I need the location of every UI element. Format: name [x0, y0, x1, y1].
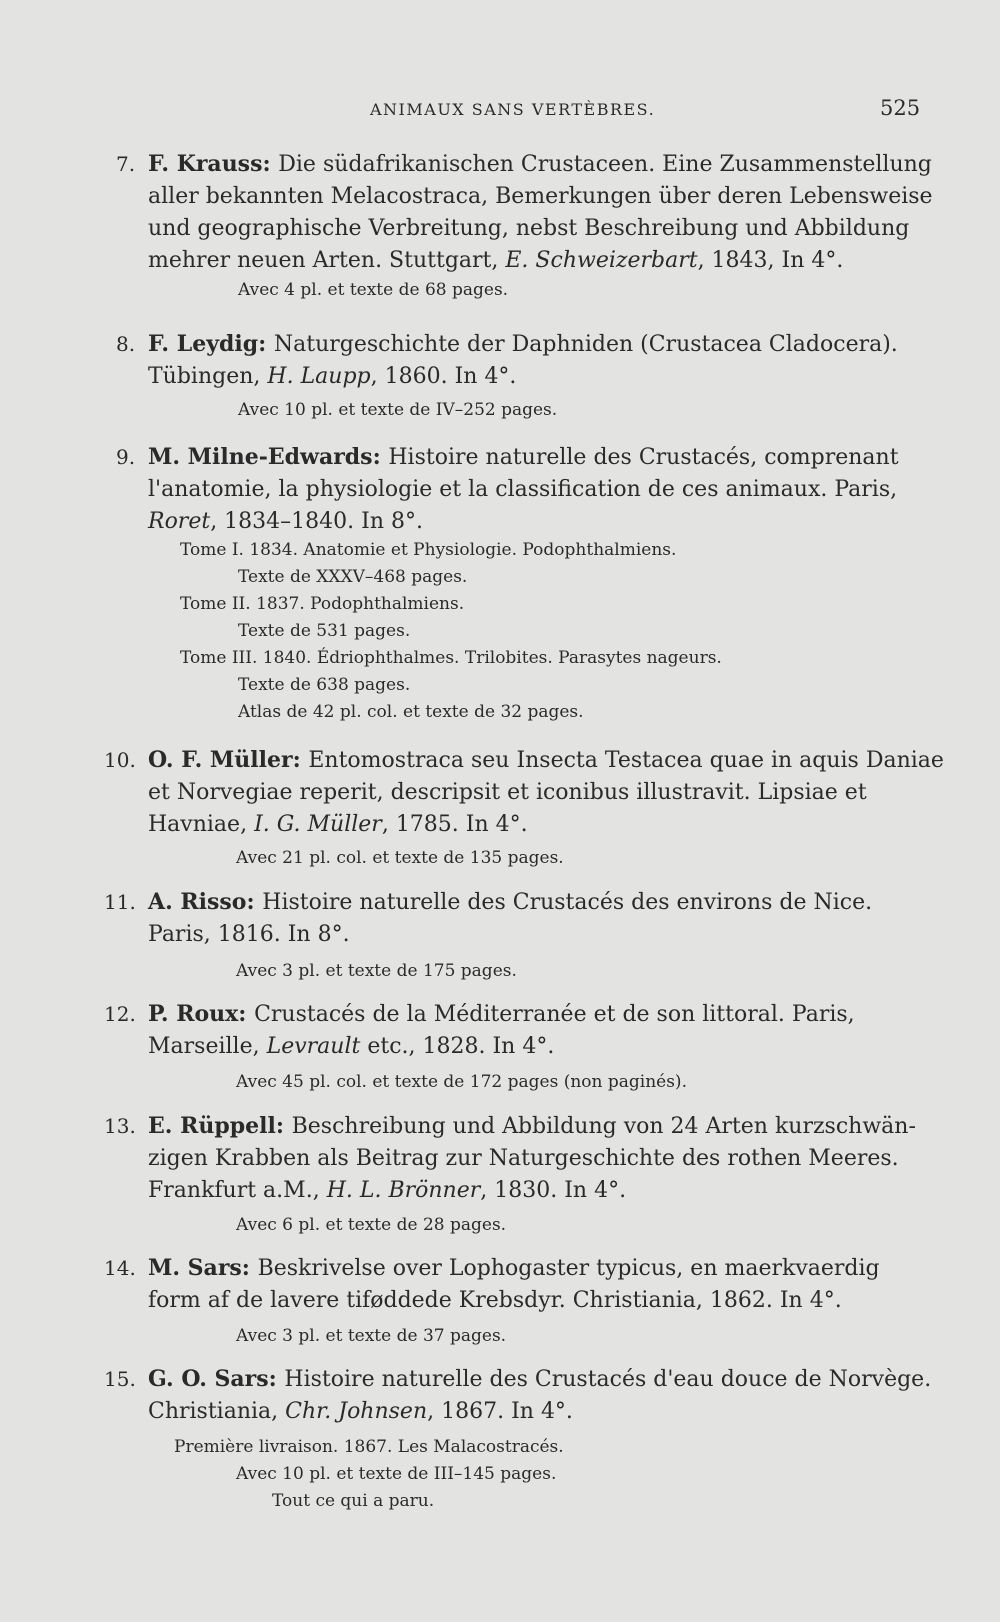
citation-line — [148, 1110, 923, 1143]
entry-note: Atlas de 42 pl. col. et texte de 32 pages. — [238, 702, 584, 722]
entry-citation — [148, 886, 923, 951]
citation-line: aller bekannten Melacostraca, Bemerkungen über deren Lebensweise — [148, 184, 933, 209]
author-name: A. Risso: — [148, 889, 263, 915]
title-text: Beskrivelse over Lophogaster typicus, en maerkvaerdig — [257, 1256, 880, 1281]
citation-line — [148, 998, 923, 1031]
entry-note: Avec 4 pl. et texte de 68 pages. — [238, 280, 509, 300]
citation-line: zigen Krabben als Beitrag zur Naturgeschichte des rothen Meeres. — [148, 1146, 899, 1171]
entry-citation — [148, 1363, 932, 1428]
publisher-name: E. Schweizerbart — [505, 248, 698, 273]
running-header — [0, 96, 1000, 130]
entry-number: 12. — [104, 1002, 136, 1026]
entry-note: Avec 21 pl. col. et texte de 135 pages. — [236, 848, 564, 868]
citation-text: etc., 1828. In 4°. — [360, 1034, 555, 1059]
citation-line — [148, 328, 923, 361]
title-text: Entomostraca seu Insecta Testacea quae in aquis Daniae — [308, 748, 944, 773]
citation-line — [148, 1396, 923, 1428]
entry-citation — [148, 328, 923, 393]
citation-line — [148, 1031, 923, 1063]
citation-line — [148, 441, 923, 474]
citation-text: , 1830. In 4°. — [480, 1178, 627, 1203]
citation-line: Paris, 1816. In 8°. — [148, 922, 350, 947]
author-name: P. Roux: — [148, 1001, 255, 1027]
citation-line — [148, 1363, 932, 1396]
title-text: Crustacés de la Méditerranée et de son littoral. Paris, — [254, 1002, 855, 1027]
citation-line — [148, 809, 923, 841]
title-text: Naturgeschichte der Daphniden (Crustacea Cladocera). — [273, 332, 898, 357]
entry-note: Texte de XXXV–468 pages. — [238, 567, 468, 587]
entry-note: Tome I. 1834. Anatomie et Physiologie. Podophthalmiens. — [180, 540, 677, 560]
citation-line — [148, 886, 923, 919]
citation-text: Tübingen, — [148, 364, 268, 389]
author-name: F. Krauss: — [148, 151, 279, 177]
citation-text: mehrer neuen Arten. Stuttgart, — [148, 248, 506, 273]
citation-line: et Norvegiae reperit, descripsit et iconibus illustravit. Lipsiae et — [148, 780, 867, 805]
citation-text: , 1785. In 4°. — [381, 812, 528, 837]
publisher-name: H. Laupp — [267, 364, 371, 389]
citation-text: , 1843, In 4°. — [697, 248, 844, 273]
citation-text: Frankfurt a.M., — [148, 1178, 327, 1203]
citation-text: Christiania, — [148, 1399, 286, 1424]
citation-line — [148, 506, 923, 538]
entry-number: 8. — [116, 332, 136, 356]
entry-citation — [148, 1110, 923, 1207]
entry-number: 9. — [116, 445, 136, 469]
citation-text: Marseille, — [148, 1034, 267, 1059]
author-name: M. Sars: — [148, 1255, 258, 1281]
title-text: Histoire naturelle des Crustacés d'eau douce de Norvège. — [284, 1367, 932, 1392]
citation-line — [148, 744, 944, 777]
citation-line: form af de lavere tiføddede Krebsdyr. Christiania, 1862. In 4°. — [148, 1288, 842, 1313]
author-name: F. Leydig: — [148, 331, 274, 357]
citation-line: und geographische Verbreitung, nebst Beschreibung und Abbildung — [148, 216, 910, 241]
title-text: Histoire naturelle des Crustacés, comprenant — [388, 445, 899, 470]
entry-citation — [148, 1252, 923, 1317]
author-name: G. O. Sars: — [148, 1366, 285, 1392]
citation-text: , 1867. In 4°. — [427, 1399, 573, 1424]
author-name: O. F. Müller: — [148, 747, 309, 773]
entry-note: Avec 3 pl. et texte de 175 pages. — [236, 961, 517, 981]
entry-note: Tout ce qui a paru. — [272, 1491, 435, 1511]
entry-citation — [148, 744, 944, 841]
publisher-name: H. L. Brönner — [326, 1178, 481, 1203]
citation-line — [148, 1252, 923, 1285]
entry-note: Texte de 531 pages. — [238, 621, 411, 641]
entry-citation — [148, 441, 923, 538]
entry-number: 7. — [116, 152, 136, 176]
entry-citation — [148, 998, 923, 1063]
entry-note: Tome III. 1840. Édriophthalmes. Trilobites. Parasytes nageurs. — [180, 648, 722, 668]
publisher-name: I. G. Müller — [254, 812, 382, 837]
entry-note: Avec 6 pl. et texte de 28 pages. — [236, 1215, 507, 1235]
title-text: Die südafrikanischen Crustaceen. Eine Zusammenstellung — [278, 152, 932, 177]
publisher-name: Roret — [148, 509, 211, 534]
entry-citation — [148, 148, 933, 277]
title-text: Beschreibung und Abbildung von 24 Arten kurzschwän- — [291, 1114, 916, 1139]
entry-note: Avec 10 pl. et texte de IV–252 pages. — [238, 400, 558, 420]
header-title: ANIMAUX SANS VERTÈBRES. — [370, 100, 656, 119]
entry-note: Avec 10 pl. et texte de III–145 pages. — [236, 1464, 557, 1484]
entry-number: 13. — [104, 1114, 136, 1138]
entry-note: Tome II. 1837. Podophthalmiens. — [180, 594, 465, 614]
entry-note: Première livraison. 1867. Les Malacostracés. — [174, 1437, 564, 1457]
citation-text: Havniae, — [148, 812, 255, 837]
author-name: E. Rüppell: — [148, 1113, 292, 1139]
citation-line — [148, 1175, 923, 1207]
entry-note: Avec 3 pl. et texte de 37 pages. — [236, 1326, 507, 1346]
title-text: Histoire naturelle des Crustacés des environs de Nice. — [262, 890, 873, 915]
author-name: M. Milne-Edwards: — [148, 444, 389, 470]
publisher-name: Levrault — [266, 1034, 361, 1059]
publisher-name: Chr. Johnsen — [285, 1399, 428, 1424]
citation-line — [148, 245, 923, 277]
citation-line: l'anatomie, la physiologie et la classification de ces animaux. Paris, — [148, 477, 898, 502]
citation-text: , 1834–1840. In 8°. — [210, 509, 423, 534]
entry-note: Texte de 638 pages. — [238, 675, 411, 695]
entry-number: 11. — [104, 890, 136, 914]
entry-number: 15. — [104, 1367, 136, 1391]
citation-line — [148, 148, 932, 181]
entry-number: 14. — [104, 1256, 136, 1280]
citation-text: , 1860. In 4°. — [370, 364, 517, 389]
page-number: 525 — [880, 96, 921, 120]
entry-number: 10. — [104, 748, 136, 772]
citation-line — [148, 361, 923, 393]
entry-note: Avec 45 pl. col. et texte de 172 pages (non paginés). — [236, 1072, 687, 1092]
